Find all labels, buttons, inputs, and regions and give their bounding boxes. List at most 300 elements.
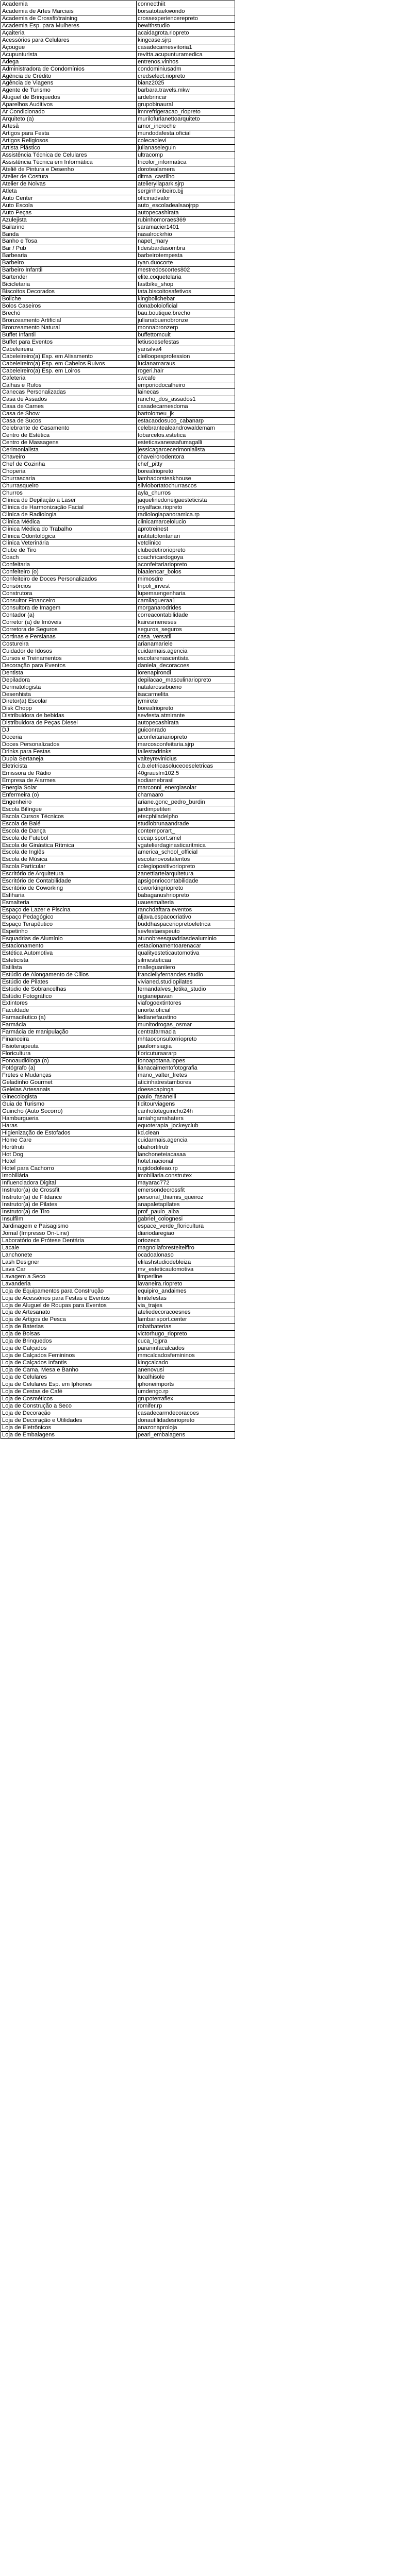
table-row [1, 518, 235, 526]
handle-cell: credselect.riopreto [137, 73, 235, 80]
handle-cell: emporiodocalheiro [137, 382, 235, 389]
table-row [1, 756, 235, 763]
table-row [1, 1043, 235, 1050]
table-row [1, 145, 235, 152]
handle-cell: royalface.riopreto [137, 504, 235, 511]
table-row [1, 1194, 235, 1201]
category-cell: Artista Plástico [1, 145, 137, 152]
handle-cell: clubedetiroriopreto [137, 547, 235, 554]
table-row [1, 37, 235, 44]
handle-cell: mimosdre [137, 576, 235, 583]
category-cell: Clínica Odontológica [1, 533, 137, 540]
category-cell: Loja de Cama, Mesa e Banho [1, 1367, 137, 1374]
category-cell: Chef de Cozinha [1, 461, 137, 468]
handle-cell: serginhoribeiro.bjj [137, 188, 235, 195]
table-row [1, 195, 235, 202]
table-row [1, 921, 235, 928]
table-row [1, 986, 235, 993]
table-row [1, 770, 235, 777]
table-row [1, 425, 235, 432]
handle-cell: fastbike_shop [137, 281, 235, 289]
category-cell: Confeiteiro (o) [1, 569, 137, 576]
handle-cell: c.b.eletricasoluceoeseletricas [137, 763, 235, 770]
handle-cell: napet_mary [137, 238, 235, 245]
table-row [1, 655, 235, 662]
category-cell: Lash Designer [1, 1259, 137, 1266]
handle-cell: aljava.espacocriativo [137, 914, 235, 921]
handle-cell: apsigonriocontabilidade [137, 878, 235, 885]
handle-cell: revitta.acupunturamedica [137, 51, 235, 58]
handle-cell: robatbaterias [137, 1324, 235, 1331]
table-row [1, 1158, 235, 1165]
category-cell: Eletricista [1, 763, 137, 770]
category-cell: Construtora [1, 590, 137, 598]
handle-cell: monnabronzerp [137, 324, 235, 331]
handle-cell: lainecas [137, 389, 235, 396]
category-cell: Auto Escola [1, 202, 137, 209]
category-cell: Escritório de Arquitetura [1, 871, 137, 878]
category-cell: Clínica de Harmonização Facial [1, 504, 137, 511]
category-cell: Loja de Bolsas [1, 1331, 137, 1338]
handle-cell: anapaletapilates [137, 1201, 235, 1209]
category-cell: Atleta [1, 188, 137, 195]
table-row [1, 856, 235, 863]
category-cell: Banho e Tosa [1, 238, 137, 245]
table-row [1, 1360, 235, 1367]
table-row [1, 489, 235, 497]
category-cell: Haras [1, 1122, 137, 1129]
table-row [1, 1000, 235, 1007]
table-row [1, 1014, 235, 1022]
table-row [1, 878, 235, 885]
category-cell: Espaço de Lazer e Piscina [1, 907, 137, 914]
table-row [1, 676, 235, 684]
table-row [1, 1165, 235, 1173]
handle-cell: vetclinicc [137, 540, 235, 547]
handle-cell: silviobortatochurrascos [137, 482, 235, 489]
handle-cell: doesecapinga [137, 1086, 235, 1093]
table-row [1, 1230, 235, 1237]
category-cell: Assistência Técnica em Informática [1, 159, 137, 166]
table-row [1, 80, 235, 87]
category-cell: Celebrante de Casamento [1, 425, 137, 432]
category-cell: Distribuidora de Peças Diesel [1, 720, 137, 727]
handle-cell: autopecashirata [137, 720, 235, 727]
handle-cell: buddhaspaceriopretoeletrica [137, 921, 235, 928]
handle-cell: isacarmelita [137, 691, 235, 698]
table-row [1, 1173, 235, 1180]
handle-cell: victorhugo_riopreto [137, 1331, 235, 1338]
category-cell: Bronzeamento Natural [1, 324, 137, 331]
category-cell: Lavanderia [1, 1280, 137, 1287]
handle-cell: arianamariele [137, 640, 235, 648]
handle-cell: rancho_dos_assados1 [137, 396, 235, 403]
handle-cell: gabriel_colognesi [137, 1216, 235, 1223]
handle-cell: tallestadrinks [137, 749, 235, 756]
handle-cell: cleiloopesprofession [137, 353, 235, 360]
handle-cell: mv_esteticautomotiva [137, 1266, 235, 1273]
category-cell: Loja de Eletrônicos [1, 1424, 137, 1431]
category-cell: Bronzeamento Artificial [1, 317, 137, 324]
category-cell: Imobiliária [1, 1173, 137, 1180]
handle-cell: silmesteticaa [137, 957, 235, 964]
handle-cell: institutofontanari [137, 533, 235, 540]
handle-cell: buffettomcuit [137, 331, 235, 338]
table-row [1, 950, 235, 957]
table-row [1, 1093, 235, 1100]
handle-cell: marcosconfeitaria.sjrp [137, 741, 235, 749]
category-cell: Lavagem a Seco [1, 1273, 137, 1280]
handle-cell: aprotreinest [137, 526, 235, 533]
category-cell: Insulfilm [1, 1216, 137, 1223]
table-row [1, 1266, 235, 1273]
category-cell: Doces Personalizados [1, 741, 137, 749]
handle-cell: nasalrockrhio [137, 231, 235, 238]
handle-cell: 40grauslm102.5 [137, 770, 235, 777]
category-cell: Agente de Turismo [1, 87, 137, 94]
table-row [1, 1417, 235, 1424]
table-row [1, 224, 235, 231]
handle-cell: escolanovostalentos [137, 856, 235, 863]
handle-cell: bartolomeu_jk [137, 411, 235, 418]
category-cell: Home Care [1, 1137, 137, 1144]
handle-cell: qualityesteticautomotiva [137, 950, 235, 957]
handle-cell: fonoapotana.lopes [137, 1058, 235, 1065]
table-row [1, 1100, 235, 1108]
handle-cell: marconni_energiasolar [137, 784, 235, 791]
table-row [1, 1115, 235, 1122]
handle-cell: anenovusi [137, 1367, 235, 1374]
category-cell: Cabeleireira [1, 346, 137, 353]
category-cell: Hotel [1, 1158, 137, 1165]
table-row [1, 1244, 235, 1251]
handle-cell: vivianed.studiopilates [137, 978, 235, 986]
table-row [1, 360, 235, 367]
handle-cell: hotel.nacional [137, 1158, 235, 1165]
table-row [1, 173, 235, 180]
handle-cell: morganarodrides [137, 605, 235, 612]
category-cell: Dentista [1, 669, 137, 676]
table-row [1, 900, 235, 907]
handle-cell: yansilva4 [137, 346, 235, 353]
table-row [1, 914, 235, 921]
category-cell: Agência de Crédito [1, 73, 137, 80]
table-row [1, 942, 235, 950]
table-row [1, 605, 235, 612]
handle-cell: paraninfacalcados [137, 1345, 235, 1352]
table-row [1, 180, 235, 188]
table-row [1, 1050, 235, 1058]
handle-cell: kingcase.sjrp [137, 37, 235, 44]
handle-cell: ditma_castilho [137, 173, 235, 180]
handle-cell: acaidagrota.riopreto [137, 29, 235, 37]
category-cell: Artigos Religiosos [1, 138, 137, 145]
table-row [1, 389, 235, 396]
category-cell: Cafeteria [1, 375, 137, 382]
category-cell: Doceria [1, 734, 137, 741]
table-row [1, 1058, 235, 1065]
category-cell: Energia Solar [1, 784, 137, 791]
category-cell: Estética Automotiva [1, 950, 137, 957]
handle-cell: casadecarnesdoma [137, 403, 235, 411]
category-cell: Atelier de Noivas [1, 180, 137, 188]
handle-cell: franciellyfernandes.studio [137, 971, 235, 978]
category-cell: Artigos para Festa [1, 130, 137, 138]
table-row [1, 1129, 235, 1137]
table-row [1, 245, 235, 252]
table-row [1, 367, 235, 375]
handle-cell: uauesmalteria [137, 900, 235, 907]
category-cell: Contador (a) [1, 612, 137, 619]
table-row [1, 713, 235, 720]
handle-cell: paulo_fasanelli [137, 1093, 235, 1100]
table-row [1, 705, 235, 713]
category-cell: Estúdio Fotográfico [1, 993, 137, 1000]
table-row [1, 1180, 235, 1187]
category-cell: Cabeleireiro(a) Esp. em Cabelos Ruivos [1, 360, 137, 367]
table-row [1, 130, 235, 138]
table-row [1, 303, 235, 310]
handle-cell: espace_verde_floricultura [137, 1223, 235, 1230]
category-cell: Instrutor(a) de Fitdance [1, 1194, 137, 1201]
category-cell: Centro de Estética [1, 432, 137, 439]
category-cell: Escola Bilíngue [1, 806, 137, 813]
table-row [1, 720, 235, 727]
category-cell: Centro de Massagens [1, 439, 137, 447]
category-cell: Escritório de Coworking [1, 885, 137, 892]
category-cell: Esteticista [1, 957, 137, 964]
handle-cell: munitodrogas_osmar [137, 1022, 235, 1029]
category-cell: Loja de Decoração e Utilidades [1, 1417, 137, 1424]
table-row [1, 1367, 235, 1374]
handle-cell: chef_pitty [137, 461, 235, 468]
category-cell: Espaço Pedagógico [1, 914, 137, 921]
category-cell: Desenhista [1, 691, 137, 698]
category-cell: Loja de Cosméticos [1, 1395, 137, 1402]
category-cell: Churrasqueiro [1, 482, 137, 489]
table-row [1, 58, 235, 65]
table-row [1, 411, 235, 418]
table-row [1, 274, 235, 281]
handle-cell: romifer.rp [137, 1402, 235, 1410]
category-cell: Calhas e Rufos [1, 382, 137, 389]
handle-cell: mmcalcadosfemininos [137, 1352, 235, 1360]
table-row [1, 684, 235, 691]
handle-cell: casadecarnesvitoria1 [137, 44, 235, 51]
category-cell: Decoração para Eventos [1, 662, 137, 669]
handle-cell: babaganushriopreto [137, 892, 235, 900]
category-cell: Farmácia [1, 1022, 137, 1029]
category-cell: Distribuidora de bebidas [1, 713, 137, 720]
table-row [1, 763, 235, 770]
table-row [1, 669, 235, 676]
table-row [1, 1007, 235, 1014]
table-row [1, 1079, 235, 1086]
category-cell: Confeitaria [1, 562, 137, 569]
table-row [1, 1201, 235, 1209]
table-row [1, 806, 235, 813]
category-cell: Estúdio de Pilates [1, 978, 137, 986]
table-row [1, 1381, 235, 1388]
category-cell: Escola de Inglês [1, 849, 137, 856]
table-row [1, 1223, 235, 1230]
handle-cell: imobiliaria.construtex [137, 1173, 235, 1180]
handle-cell: mano_valter_fretes [137, 1072, 235, 1079]
category-cell: Ginecologista [1, 1093, 137, 1100]
handle-cell: elilashstudiodebleiza [137, 1259, 235, 1266]
handle-cell: radiologiapanoramica.rp [137, 511, 235, 518]
category-cell: Clínica de Radiologia [1, 511, 137, 518]
table-row [1, 109, 235, 116]
category-cell: Fonoaudióloga (o) [1, 1058, 137, 1065]
handle-cell: ranchdaftara.eventos [137, 907, 235, 914]
handle-cell: letiusoesefestas [137, 338, 235, 346]
category-cell: Cursos e Treinamentos [1, 655, 137, 662]
handle-cell: regianepavan [137, 993, 235, 1000]
category-cell: Fotógrafo (a) [1, 1065, 137, 1072]
category-cell: Ar Condicionado [1, 109, 137, 116]
table-row [1, 612, 235, 619]
table-row [1, 317, 235, 324]
handle-cell: barbeirotempesta [137, 252, 235, 260]
table-row [1, 1309, 235, 1316]
table-row [1, 554, 235, 562]
category-cell: Consórcios [1, 583, 137, 590]
category-cell: Academia de Artes Marciais [1, 8, 137, 15]
category-cell: Lanchonete [1, 1251, 137, 1259]
table-row [1, 1251, 235, 1259]
handle-cell: murilofurlanettoarquiteto [137, 116, 235, 123]
category-cell: Acupunturista [1, 51, 137, 58]
handle-cell: kd.clean [137, 1129, 235, 1137]
handle-cell: studiobrunaandrade [137, 820, 235, 827]
table-row [1, 590, 235, 598]
handle-cell: viafogoextintores [137, 1000, 235, 1007]
handle-cell: equipiro_andaimes [137, 1287, 235, 1295]
category-cell: Atelier de Costura [1, 173, 137, 180]
handle-cell: fideisbardasombra [137, 245, 235, 252]
category-cell: Adega [1, 58, 137, 65]
category-cell: Enfermeira (o) [1, 791, 137, 799]
handle-cell: iphoneimports [137, 1381, 235, 1388]
category-cell: Higienização de Estofados [1, 1129, 137, 1137]
handle-cell: celebrantealeandrowaldemam [137, 425, 235, 432]
category-cell: Estacionamento [1, 942, 137, 950]
handle-cell: crossexperiencerepreto [137, 15, 235, 22]
table-row [1, 971, 235, 978]
handle-cell: cuidarmais.agencia [137, 1137, 235, 1144]
table-row [1, 777, 235, 784]
table-row [1, 1072, 235, 1079]
category-cell: Escola Cursos Técnicos [1, 813, 137, 820]
handle-cell: clinicamarcelolucio [137, 518, 235, 526]
handle-cell: emersondecrossfit [137, 1187, 235, 1194]
category-cell: Fisioterapeuta [1, 1043, 137, 1050]
table-row [1, 569, 235, 576]
handle-cell: imnrefrigeracao_riopreto [137, 109, 235, 116]
table-row [1, 640, 235, 648]
table-row [1, 1237, 235, 1244]
category-cell: Loja de Aluguel de Roupas para Eventos [1, 1302, 137, 1309]
category-cell: Barbeiro Infantil [1, 267, 137, 274]
category-cell: Azulejista [1, 216, 137, 224]
table-row [1, 152, 235, 159]
handle-cell: julianaseleguin [137, 145, 235, 152]
handle-cell: amor_incroche [137, 123, 235, 130]
table-row [1, 1352, 235, 1360]
category-cell: Choperia [1, 468, 137, 475]
category-cell: Loja de Calçados [1, 1345, 137, 1352]
table-row [1, 1144, 235, 1151]
handle-cell: mhtaoconsultorriopreto [137, 1036, 235, 1043]
category-cell: Barbearia [1, 252, 137, 260]
handle-cell: coachricardogoya [137, 554, 235, 562]
table-row [1, 907, 235, 914]
handle-cell: tata.biscoitosafetivos [137, 289, 235, 296]
handle-cell: cecap.sport.smel [137, 835, 235, 842]
category-cell: Loja de Baterias [1, 1324, 137, 1331]
category-cell: Corretora de Seguros [1, 626, 137, 633]
table-row [1, 94, 235, 101]
category-cell: Bailarino [1, 224, 137, 231]
table-row [1, 662, 235, 669]
category-cell: Engenheiro [1, 799, 137, 806]
category-cell: Boliche [1, 296, 137, 303]
table-row [1, 353, 235, 360]
handle-cell: estacaodosuco_cabanarp [137, 418, 235, 425]
handle-cell: donautilidadesriopreto [137, 1417, 235, 1424]
table-row [1, 202, 235, 209]
handle-cell: ledianefaustino [137, 1014, 235, 1022]
category-cell: Loja de Acessórios para Festas e Eventos [1, 1295, 137, 1302]
category-cell: Auto Peças [1, 209, 137, 216]
category-cell: Brechó [1, 310, 137, 317]
handle-cell: personal_thiamis_queiroz [137, 1194, 235, 1201]
handle-cell: oficinadvalor [137, 195, 235, 202]
handle-cell: chaveirorodentora [137, 454, 235, 461]
category-cell: Hortifruti [1, 1144, 137, 1151]
table-row [1, 51, 235, 58]
category-cell: Espaço Terapêutico [1, 921, 137, 928]
table-row [1, 310, 235, 317]
handle-cell: contemporart_ [137, 827, 235, 835]
table-row [1, 1338, 235, 1345]
handle-cell: connecthiit [137, 1, 235, 8]
table-row [1, 1137, 235, 1144]
handle-cell: rugidodoleao.rp [137, 1165, 235, 1173]
table-row [1, 1216, 235, 1223]
category-cell: Clínica de Depilação a Laser [1, 497, 137, 504]
table-row [1, 1402, 235, 1410]
table-row [1, 511, 235, 518]
category-cell: Disk Chopp [1, 705, 137, 713]
table-row [1, 1302, 235, 1309]
category-cell: Coach [1, 554, 137, 562]
business-directory-table [1, 1, 235, 1439]
category-cell: Loja de Celulares Esp. em Iphones [1, 1381, 137, 1388]
table-row [1, 166, 235, 173]
table-row [1, 267, 235, 274]
category-cell: Canecas Personalizadas [1, 389, 137, 396]
table-row [1, 1273, 235, 1280]
category-cell: Drinks para Festas [1, 749, 137, 756]
handle-cell: depilacao_masculinariopreto [137, 676, 235, 684]
category-cell: Instrutor(a) de Pilates [1, 1201, 137, 1209]
category-cell: Estúdio de Sobrancelhas [1, 986, 137, 993]
category-cell: Auto Center [1, 195, 137, 202]
table-row [1, 338, 235, 346]
category-cell: Casa de Carnes [1, 403, 137, 411]
